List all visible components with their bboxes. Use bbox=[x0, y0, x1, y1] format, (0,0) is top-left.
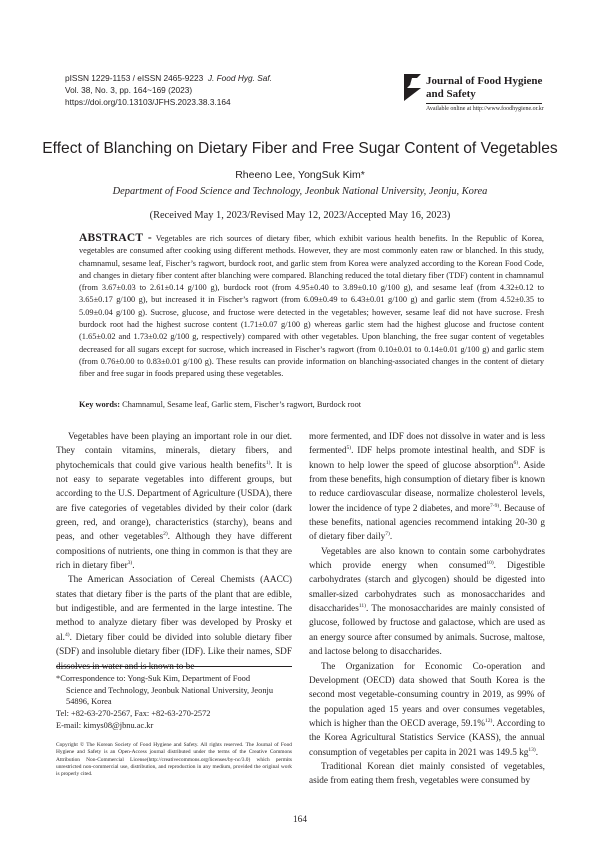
citation[interactable]: 6) bbox=[513, 459, 519, 466]
abstract-text: Vegetables are rich sources of dietary fiber, which exhibit various health benefits. In the Republic of Korea, vegetables are consumed after cooking using different methods. However, they are most commonly eaten raw or blanched. In this study, chamnamul, sesame leaf, Fischer’s ragwort, burdock root, and garlic stem from Korea were analyzed according to the Korean Food Code, and changes in dietary fiber content after blanching were compared. Blanching reduced the total dietary fiber (TDF) content in chamnamul (from 3.67±0.03 to 2.61±0.14 g/100 g), burdock root (from 4.95±0.40 to 3.89±0.10 g/100 g), and sesame leaf (from 4.32±0.12 to 3.65±0.17 g/100 g), but increased it in Fischer’s ragwort (from 6.09±0.49 to 6.43±0.01 g/100 g) and garlic stem (from 4.52±0.35 to 5.09±0.04 g/100 g). Sucrose, glucose, and fructose were detected in the vegetables; however, sesame leaf did not have sucrose. Fresh burdock root had the highest sucrose content (1.71±0.07 g/100 g) whereas garlic stem had the highest glucose and fructose content (1.65±0.02 and 1.73±0.02 g/100 g, respectively) compared with other vegetables. Upon blanching, the free sugar content of vegetables decreased for all sugars except for sucrose, which increased in Fischer’s ragwort (from 0.10±0.01 to 0.14±0.01 g/100 g) and garlic stem (from 0.76±0.00 to 0.83±0.01 g/100 g). These results can provide information on blanching-associated changes in the content of dietary fiber and free sugar in foods prepared using these vegetables. bbox=[79, 234, 544, 379]
journal-logo-icon bbox=[404, 74, 421, 101]
citation[interactable]: 7) bbox=[385, 531, 390, 538]
article-affiliation: Department of Food Science and Technology, Jeonbuk National University, Jeonju, Korea bbox=[112, 186, 488, 197]
issn-text: pISSN 1229-1153 / eISSN 2465-9223 bbox=[65, 73, 204, 83]
body-paragraph: The Organization for Economic Co-operation and Development (OECD) data showed that South Korea is the second most vegetable-consuming country in 2019, as 99% of the population aged 15 years and over consumes vegetables, which is higher than the OECD average, 59.1%$^{12)}$. According to the Korea Agricultural Statistics Service (KASS), the annual consumption of vegetables per capita in 2021 was 149.5 $kg^{13)}$. bbox=[309, 661, 545, 758]
journal-name-line1: Journal of Food Hygiene bbox=[426, 75, 543, 87]
body-paragraph: Traditional Korean diet mainly consisted of vegetables, aside from eating them fresh, vegetables were consumed by bbox=[309, 761, 545, 787]
citation[interactable]: 5) bbox=[346, 445, 352, 452]
email-link[interactable]: E-mail: kimys08@jbnu.ac.kr bbox=[56, 720, 154, 730]
journal-name-line2: and Safety bbox=[426, 88, 476, 100]
correspondence-line1: *Correspondence to: Yong-Suk Kim, Department of Food bbox=[56, 674, 251, 683]
abstract bbox=[79, 232, 544, 381]
abstract-heading: ABSTRACT - bbox=[79, 232, 152, 244]
keywords-text: Chamnamul, Sesame leaf, Garlic stem, Fischer’s ragwort, Burdock root bbox=[122, 400, 362, 409]
footnote-divider bbox=[56, 666, 292, 667]
article-dates: (Received May 1, 2023/Revised May 12, 2023/Accepted May 16, 2023) bbox=[149, 210, 451, 221]
phone-fax: Tel: +82-63-270-2567, Fax: +82-63-270-2572 bbox=[56, 709, 211, 719]
journal-name bbox=[426, 75, 542, 101]
volume-text: Vol. 38, No. 3, pp. 164~169 (2023) bbox=[65, 85, 193, 95]
body-paragraph: Vegetables are also known to contain some carbohydrates which provide energy when consumed$^{10)}$. Digestible carbohydrates (starch and glycogen) should be digested into smaller-sized carbohydrates such as monosaccharides and disaccharides$^{11)}$. The monosaccharides are mainly consisted of glucose, followed by fructose and galactose, which are used as an energy source after consumed by animals. Sucrose, maltose, and lactose belong to disaccharides. bbox=[309, 546, 545, 658]
body-paragraph: Vegetables have been playing an important role in our diet. They contain vitamins, minerals, dietary fibers, and phytochemicals that could give various health benefits$^{1)}$. It is not easy to separate vegetables into different groups, but according to the U.S. Department of Agriculture (USDA), there are five categories of vegetables divided by their color (dark green, red, and orange), characteristics (starchy), beans and peas, and other vegetables$^{2)}$. Although they have different compositions of nutrients, one thing in common is that they are rich in dietary fiber$^{3)}$. bbox=[56, 432, 293, 572]
correspondence-line3: 54896, Korea bbox=[66, 697, 112, 707]
available-online-text: Available online at http://www.foodhygiene.or.kr bbox=[426, 106, 544, 112]
copyright-notice: Copyright © The Korean Society of Food Hygiene and Safety. All rights reserved. The Journal of Food Hygiene and Safety is an Open-Access journal distributed under the terms of the Creative Commons Attribution Non-Commercial License(http://creativecommons.org/licenses/by-nc/3.0) which permits unrestricted non-commercial use, distribution, and reproduction in any medium, provided the original work is properly cited. bbox=[56, 742, 292, 778]
citation[interactable]: 3) bbox=[127, 560, 133, 567]
citation[interactable]: 1) bbox=[265, 459, 271, 466]
citation[interactable]: 11) bbox=[358, 603, 366, 610]
citation[interactable]: 12) bbox=[484, 717, 493, 724]
page-number: 164 bbox=[293, 815, 307, 825]
citation[interactable]: 13) bbox=[528, 746, 536, 753]
body-column-left bbox=[56, 430, 292, 674]
body-paragraph: more fermented, and IDF does not dissolve in water and is less fermented$^{5)}$. IDF helps promote intestinal health, and SDF is known to help lower the speed of glucose absorption$^{6)}$. Aside from these benefits, high consumption of dietary fiber is known to reduce cardiovascular disease, normalize cholesterol levels, lower the incidence of type 2 diabetes, and more$^{7-9)}$. Because of these benefits, national agencies recommend intaking 20-30 g of dietary fiber daily$^{7)}$. bbox=[309, 432, 545, 543]
journal-abbrev: J. Food Hyg. Saf. bbox=[207, 73, 272, 83]
keywords bbox=[79, 400, 544, 409]
body-column-right bbox=[309, 430, 545, 789]
article-title: Effect of Blanching on Dietary Fiber and Free Sugar Content of Vegetables bbox=[42, 140, 558, 157]
journal-header-info bbox=[65, 72, 272, 108]
article-authors: Rheeno Lee, YongSuk Kim* bbox=[235, 169, 365, 181]
citation[interactable]: 10) bbox=[486, 560, 494, 567]
keywords-label: Key words: bbox=[79, 400, 121, 409]
citation[interactable]: 4) bbox=[65, 631, 70, 638]
citation[interactable]: 2) bbox=[163, 531, 168, 538]
correspondence-footnote bbox=[56, 673, 292, 732]
doi-link[interactable]: https://doi.org/10.13103/JFHS.2023.38.3.164 bbox=[65, 97, 231, 107]
correspondence-line2: Science and Technology, Jeonbuk National University, Jeonju bbox=[66, 685, 274, 695]
body-paragraph: The American Association of Cereal Chemists (AACC) states that dietary fiber is the parts of the plant that are edible, but indigestible, and are fermented in the large intestine. The method to analyze dietary fiber was developed by Prosky et al.$^{4)}$. Dietary fiber could be divided into soluble dietary fiber (SDF) and insoluble dietary fiber (IDF). Like their names, SDF dissolves in water and is known to be bbox=[56, 575, 292, 672]
header-divider bbox=[426, 103, 542, 104]
citation[interactable]: 7-9) bbox=[490, 502, 500, 509]
